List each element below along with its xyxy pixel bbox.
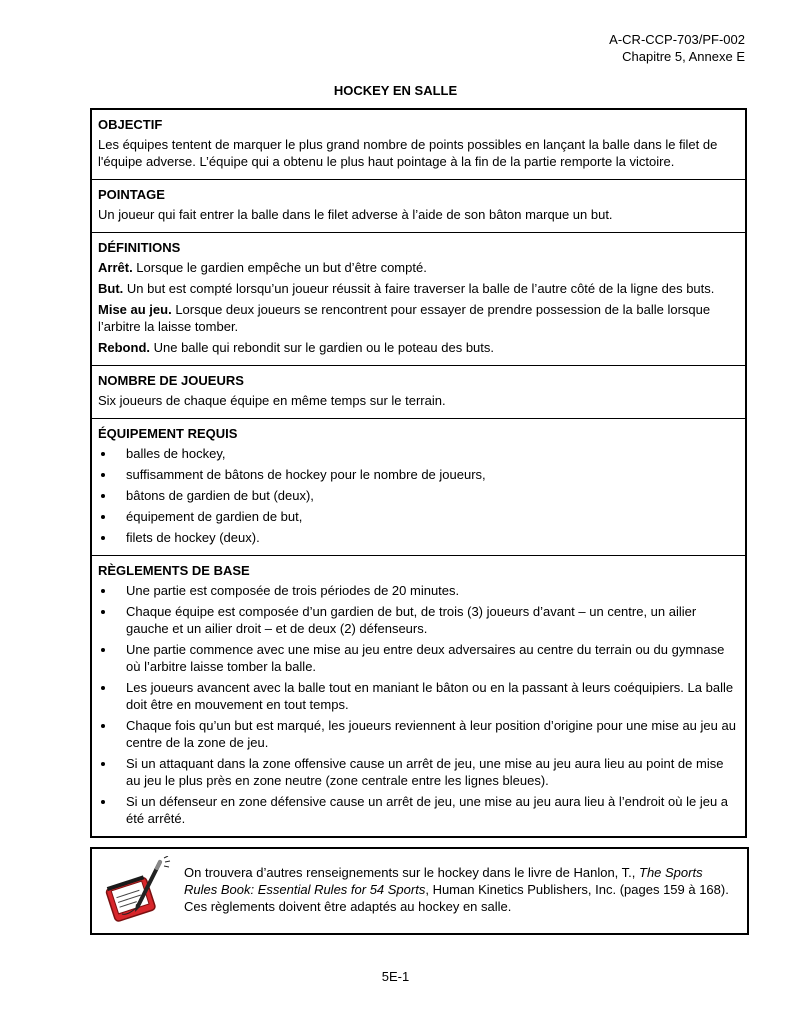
definition-text: Lorsque le gardien empêche un but d’être compté. [132, 260, 427, 275]
list-item: filets de hockey (deux). [98, 529, 739, 546]
section-reglements [92, 555, 745, 836]
definition-text: Un but est compté lorsqu’un joueur réussit à faire traverser la balle de l’autre côté de la ligne des buts. [123, 281, 715, 296]
section-definitions [92, 232, 745, 365]
list-item: Une partie commence avec une mise au jeu entre deux adversaires au centre du terrain ou du gymnase où l’arbitre laisse tomber la balle. [98, 641, 739, 675]
section-heading: DÉFINITIONS [98, 240, 181, 255]
definition-term: But. [98, 281, 124, 296]
definition-term: Mise au jeu. [98, 302, 172, 317]
doc-ref-number: A-CR-CCP-703/PF-002 [609, 32, 745, 47]
list-item: Chaque équipe est composée d’un gardien de but, de trois (3) joueurs d’avant – un centre, un ailier gauche et un ailier droit – et de deux (2) défenseurs. [98, 603, 739, 637]
list-item: Une partie est composée de trois périodes de 20 minutes. [98, 582, 739, 599]
reference-note-box [90, 847, 749, 935]
list-item: Les joueurs avancent avec la balle tout en maniant le bâton ou en la passant à leurs coéquipiers. La balle doit être en mouvement en tout temps. [98, 679, 739, 713]
section-heading: RÈGLEMENTS DE BASE [98, 563, 250, 578]
rules-table [90, 108, 747, 838]
note-text-after: , Human Kinetics Publishers, Inc. (pages 159 à 168). Ces règlements doivent être adaptés au hockey en salle. [184, 882, 729, 914]
pointage-text: Un joueur qui fait entrer la balle dans le filet adverse à l’aide de son bâton marque un but. [98, 207, 613, 222]
list-item: Si un défenseur en zone défensive cause un arrêt de jeu, une mise au jeu aura lieu à l’endroit où le jeu a été arrêté. [98, 793, 739, 827]
section-objectif [92, 110, 745, 179]
joueurs-text: Six joueurs de chaque équipe en même temps sur le terrain. [98, 393, 446, 408]
chapter-ref: Chapitre 5, Annexe E [622, 49, 745, 64]
definition-text: Lorsque deux joueurs se rencontrent pour essayer de prendre possession de la balle lorsque l’arbitre la laisse tomber. [98, 302, 711, 334]
reference-note-text [184, 864, 734, 915]
page-number: 5E-1 [381, 969, 410, 984]
list-item: équipement de gardien de but, [98, 508, 739, 525]
definition-term: Arrêt. [98, 260, 133, 275]
list-item: suffisamment de bâtons de hockey pour le nombre de joueurs, [98, 466, 739, 483]
section-heading: ÉQUIPEMENT REQUIS [98, 426, 238, 441]
document-reference [609, 31, 745, 65]
list-item: Chaque fois qu’un but est marqué, les joueurs reviennent à leur position d’origine pour une mise au jeu au centre de la zone de jeu. [98, 717, 739, 751]
definition-item [98, 339, 739, 356]
equipment-list [98, 445, 739, 546]
section-heading: POINTAGE [98, 187, 165, 202]
objectif-text: Les équipes tentent de marquer le plus grand nombre de points possibles en lançant la balle dans le filet de l'équipe adverse. L’équipe qui a obtenu le plus haut pointage à la fin de la partie remporte la victoire. [98, 137, 718, 169]
section-heading: NOMBRE DE JOUEURS [98, 373, 244, 388]
definition-item [98, 259, 739, 276]
section-equipement [92, 418, 745, 555]
rules-list [98, 582, 739, 827]
book-title: The Sports Rules Book: Essential Rules for 54 Sports [184, 865, 703, 897]
list-item: balles de hockey, [98, 445, 739, 462]
list-item: Si un attaquant dans la zone offensive cause un arrêt de jeu, une mise au jeu aura lieu au point de mise au jeu le plus près en zone neutre (zone centrale entre les lignes bleues). [98, 755, 739, 789]
notepad-pen-icon [102, 856, 172, 928]
section-heading: OBJECTIF [98, 117, 163, 132]
definition-item [98, 301, 739, 335]
definition-item [98, 280, 739, 297]
section-pointage [92, 179, 745, 232]
page-title: HOCKEY EN SALLE [333, 83, 458, 98]
note-text-before: On trouvera d’autres renseignements sur le hockey dans le livre de Hanlon, T., [184, 865, 639, 880]
list-item: bâtons de gardien de but (deux), [98, 487, 739, 504]
definition-term: Rebond. [98, 340, 150, 355]
section-nombre-joueurs [92, 365, 745, 418]
definition-text: Une balle qui rebondit sur le gardien ou le poteau des buts. [150, 340, 495, 355]
